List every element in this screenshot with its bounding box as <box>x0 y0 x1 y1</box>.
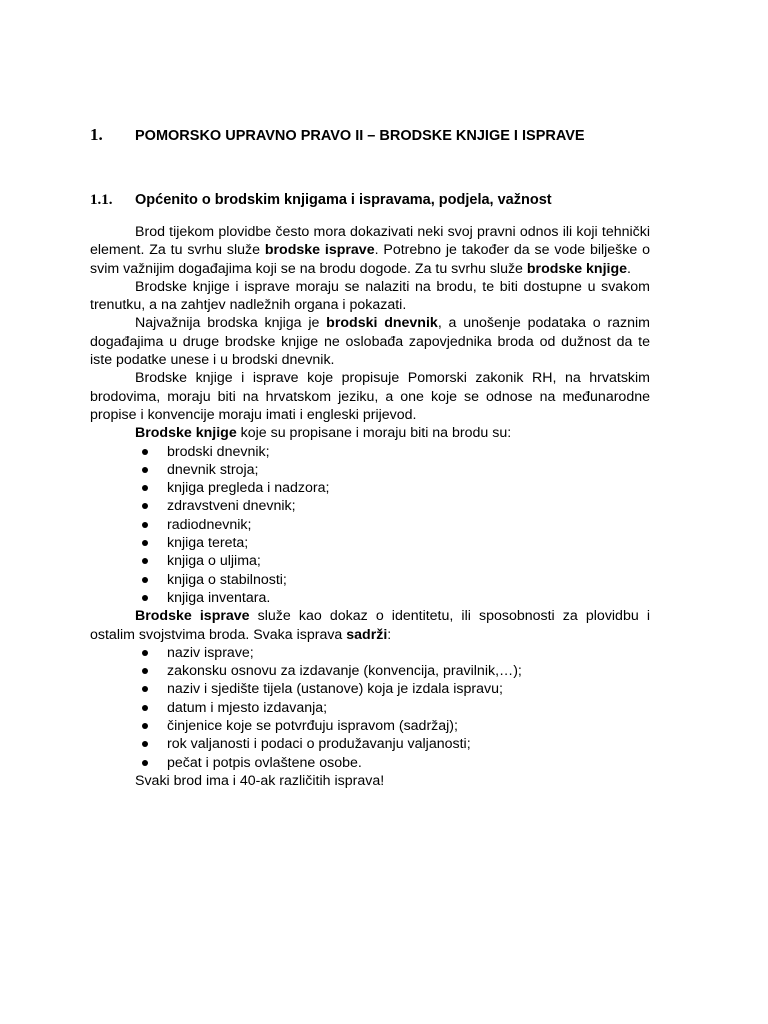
paragraph-logbook <box>90 314 650 369</box>
bullet-icon <box>142 668 148 674</box>
list-item-text: knjiga inventara. <box>167 589 271 606</box>
list-item <box>90 754 650 772</box>
paragraph-availability: Brodske knjige i isprave moraju se nalaziti na brodu, te biti dostupne u svakom trenutku, a na zahtjev nadležnih organa i pokazati. <box>90 278 650 314</box>
list-item <box>90 680 650 698</box>
list-item <box>90 461 650 479</box>
paragraph-documents-intro <box>90 607 650 644</box>
bullet-icon <box>142 741 148 747</box>
text-run: koje su propisane i moraju biti na brodu su: <box>236 425 512 442</box>
contents-list <box>90 644 650 772</box>
list-item <box>90 534 650 552</box>
paragraph-intro <box>90 223 650 278</box>
bold-term: Brodske knjige <box>135 425 237 442</box>
bullet-icon <box>142 540 148 546</box>
bullet-icon <box>142 449 148 455</box>
text-run: . <box>627 260 631 277</box>
list-item-text: dnevnik stroja; <box>167 461 259 478</box>
bullet-icon <box>142 467 148 473</box>
document-body <box>90 223 650 790</box>
list-item-text: zakonsku osnovu za izdavanje (konvencija, pravilnik,…); <box>167 663 522 680</box>
list-item-text: knjiga o stabilnosti; <box>167 571 287 588</box>
paragraph-language: Brodske knjige i isprave koje propisuje Pomorski zakonik RH, na hrvatskim brodovima, moraju biti na hrvatskom jeziku, a one koje se odnose na međunarodne propise i konvencije moraju imati i engleski prijevod. <box>90 370 650 423</box>
chapter-heading <box>90 125 585 145</box>
bold-term: brodske knjige <box>526 260 628 277</box>
section-title: Općenito o brodskim knjigama i ispravama, podjela, važnost <box>135 192 552 208</box>
paragraph-books-intro <box>90 424 650 442</box>
list-item <box>90 571 650 589</box>
bullet-icon <box>142 485 148 491</box>
list-item <box>90 516 650 534</box>
bold-term: brodski dnevnik <box>326 315 438 332</box>
list-item-text: knjiga tereta; <box>167 535 249 552</box>
list-item-text: radiodnevnik; <box>167 516 252 533</box>
bullet-icon <box>142 503 148 509</box>
chapter-number: 1. <box>90 125 103 144</box>
bullet-icon <box>142 686 148 692</box>
section-number: 1.1. <box>90 192 113 208</box>
bold-term: sadrži <box>346 626 388 643</box>
list-item-text: naziv i sjedište tijela (ustanove) koja je izdala ispravu; <box>167 681 503 698</box>
list-item-text: činjenice koje se potvrđuju ispravom (sadržaj); <box>167 718 458 735</box>
text-run: . Potrebno je također da se vode bilješke o svim važnijim događajima koji se na brodu dogode. Za tu svrhu služe <box>90 242 650 277</box>
list-item-text: knjiga o uljima; <box>167 553 261 570</box>
list-item <box>90 589 650 607</box>
list-item-text: rok valjanosti i podaci o produžavanju valjanosti; <box>167 736 471 753</box>
bullet-icon <box>142 558 148 564</box>
text-run: : <box>387 626 392 643</box>
books-list <box>90 443 650 608</box>
list-item <box>90 699 650 717</box>
bold-term: Brodske isprave <box>135 608 250 625</box>
text-run: Brod tijekom plovidbe često mora dokazivati neki svoj pravni odnos ili koji tehnički element. Za tu svrhu služe <box>90 224 650 259</box>
section-heading <box>90 192 552 209</box>
bullet-icon <box>142 705 148 711</box>
list-item <box>90 552 650 570</box>
list-item <box>90 644 650 662</box>
list-item <box>90 443 650 461</box>
bold-term: brodske isprave <box>264 242 375 259</box>
bullet-icon <box>142 577 148 583</box>
list-item-text: datum i mjesto izdavanja; <box>167 699 328 716</box>
bullet-icon <box>142 650 148 656</box>
list-item-text: pečat i potpis ovlaštene osobe. <box>167 754 362 771</box>
bullet-icon <box>142 723 148 729</box>
paragraph-closing: Svaki brod ima i 40-ak različitih isprava! <box>135 772 385 789</box>
list-item-text: knjiga pregleda i nadzora; <box>167 480 330 497</box>
text-run: služe kao dokaz o identitetu, ili sposobnosti za plovidbu i ostalim svojstvima broda. Svaka isprava <box>90 608 650 643</box>
bullet-icon <box>142 522 148 528</box>
list-item <box>90 717 650 735</box>
list-item <box>90 735 650 753</box>
bullet-icon <box>142 760 148 766</box>
text-run: , a unošenje podataka o raznim događajima u druge brodske knjige ne oslobađa zapovjednika broda od dužnost da te iste podatke unese i u brodski dnevnik. <box>90 315 650 369</box>
list-item-text: naziv isprave; <box>167 644 254 661</box>
list-item-text: brodski dnevnik; <box>167 443 270 460</box>
list-item-text: zdravstveni dnevnik; <box>167 498 296 515</box>
text-run: Najvažnija brodska knjiga je <box>135 315 327 332</box>
list-item <box>90 662 650 680</box>
bullet-icon <box>142 595 148 601</box>
list-item <box>90 497 650 515</box>
chapter-title: POMORSKO UPRAVNO PRAVO II – BRODSKE KNJIGE I ISPRAVE <box>135 128 585 144</box>
list-item <box>90 479 650 497</box>
